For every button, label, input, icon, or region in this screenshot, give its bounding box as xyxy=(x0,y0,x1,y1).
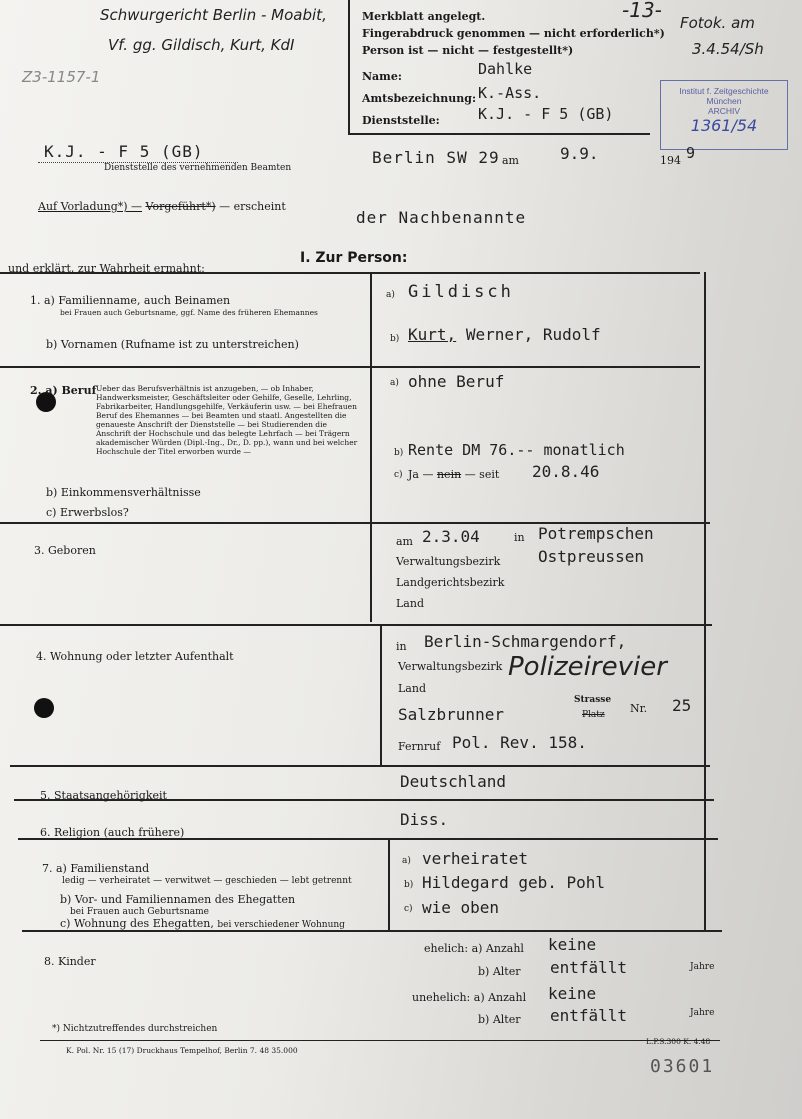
column-rule xyxy=(388,838,390,930)
fernruf-value: Pol. Rev. 158. xyxy=(452,733,587,752)
geboren-in-label: in xyxy=(514,531,525,544)
dienststelle-value: K.J. - F 5 (GB) xyxy=(478,105,614,123)
jahre1-label: Jahre xyxy=(690,962,715,972)
stamp-line1: Institut f. Zeitgeschichte xyxy=(679,86,769,96)
rule xyxy=(0,366,700,368)
hand-note-line2: Vf. gg. Gildisch, Kurt, KdI xyxy=(108,36,295,54)
jahre2-label: Jahre xyxy=(690,1008,715,1018)
s2-c-marker: c) xyxy=(394,470,403,480)
s1-label-b: b) Vornamen (Rufname ist zu unterstreichen) xyxy=(46,338,299,351)
s2-b-marker: b) xyxy=(394,448,404,458)
ehelich-anzahl-value: keine xyxy=(548,935,597,954)
s4-label: 4. Wohnung oder letzter Aufenthalt xyxy=(36,650,234,663)
right-rule xyxy=(704,272,706,932)
name-label: Name: xyxy=(362,70,402,83)
staatsangehoerigkeit-value: Deutschland xyxy=(400,772,506,791)
s7-sub-a: ledig — verheiratet — verwitwet — geschieden — lebt getrennt xyxy=(62,876,352,886)
unehelich-anzahl-value: keine xyxy=(548,984,597,1003)
foto-note-line1: Fotok. am xyxy=(680,14,755,32)
s1-label-a: 1. a) Familienname, auch Beinamen xyxy=(30,294,231,307)
s4-verw-label: Verwaltungsbezirk xyxy=(398,660,503,673)
beruf-value: ohne Beruf xyxy=(408,372,505,391)
nachbenannte-text: der Nachbenannte xyxy=(356,208,527,227)
s7-sub-b: bei Frauen auch Geburtsname xyxy=(70,907,210,917)
ehegatte-value: Hildegard geb. Pohl xyxy=(422,873,606,892)
s2-a-marker: a) xyxy=(390,378,399,388)
rule xyxy=(0,624,712,626)
platz-label: Platz xyxy=(582,710,605,720)
dienststelle-code: K.J. - F 5 (GB) xyxy=(44,142,204,161)
vornamen-value xyxy=(408,325,601,344)
s7-label-c-main: c) Wohnung des Ehegatten, xyxy=(60,917,214,930)
erklaert-text: und erklärt, zur Wahrheit ermahnt: xyxy=(8,262,205,275)
fingerabdruck-text: Fingerabdruck genommen — nicht erforderlich*) xyxy=(362,27,665,40)
strasse-label: Strasse xyxy=(574,695,612,705)
s8-label: 8. Kinder xyxy=(44,955,96,968)
rule xyxy=(22,930,722,932)
rufname: Kurt, xyxy=(408,325,457,344)
footer-code: L.P.S.300 K. 4.48 xyxy=(646,1037,711,1046)
s1-b-marker: b) xyxy=(390,334,400,344)
s4-in-label: in xyxy=(396,640,407,653)
hand-note-line1: Schwurgericht Berlin - Moabit, xyxy=(100,6,327,24)
s7-label-b: b) Vor- und Familiennamen des Ehegatten xyxy=(60,893,296,906)
familienstand-value: verheiratet xyxy=(422,849,528,868)
amtsbezeichnung-label: Amtsbezeichnung: xyxy=(362,92,477,105)
geboren-am-label: am xyxy=(396,535,413,548)
geburt-bezirk-value: Ostpreussen xyxy=(538,547,644,566)
s7-c-marker: c) xyxy=(404,904,413,914)
polizeirevier-value: Polizeirevier xyxy=(508,652,667,682)
section-title: I. Zur Person: xyxy=(300,250,408,266)
nein-label: nein xyxy=(436,468,462,481)
geburtsdatum-value: 2.3.04 xyxy=(422,527,480,546)
s7-sub-c: bei verschiedener Wohnung xyxy=(217,920,345,930)
stamp-line3: ARCHIV xyxy=(707,106,741,116)
ja-label: Ja — xyxy=(408,468,434,481)
alter2-value: entfällt xyxy=(550,1006,628,1025)
person-text: Person ist — nicht — festgestellt*) xyxy=(362,44,574,57)
archive-number: Z3-1157-1 xyxy=(22,68,101,86)
rule xyxy=(0,272,700,274)
s2-label: 2. a) Beruf xyxy=(30,384,97,397)
s2-label-b: b) Einkommensverhältnisse xyxy=(46,486,201,499)
s6-label: 6. Religion (auch frühere) xyxy=(40,826,185,839)
year-prefix: 194 xyxy=(660,154,681,167)
stamp-number: 1361/54 xyxy=(690,116,758,135)
hausnummer-value: 25 xyxy=(672,696,692,715)
s3-label: 3. Geboren xyxy=(34,544,96,557)
archive-stamp xyxy=(660,80,788,150)
footer-rule xyxy=(40,1040,720,1041)
date-value: 9.9. xyxy=(560,144,599,163)
s7-label-c xyxy=(60,917,345,930)
unehelich-label: unehelich: a) Anzahl xyxy=(412,991,527,1004)
alter1-label: b) Alter xyxy=(478,965,521,978)
rule xyxy=(10,765,710,767)
column-rule xyxy=(380,624,382,765)
erscheint-label: — erscheint xyxy=(219,200,286,213)
ehegatte-wohnung-value: wie oben xyxy=(422,898,500,917)
vorladung-text xyxy=(38,200,286,213)
stamp-line2: München xyxy=(706,96,742,106)
merkblatt-text: Merkblatt angelegt. xyxy=(362,10,486,23)
nr-label: Nr. xyxy=(630,702,648,715)
erwerbslos-date: 20.8.46 xyxy=(532,462,600,481)
s3-landg-label: Landgerichtsbezirk xyxy=(396,576,505,589)
s1-a-marker: a) xyxy=(386,290,395,300)
place-value: Berlin SW 29 xyxy=(372,148,500,167)
wohnort-value: Berlin-Schmargendorf, xyxy=(424,632,627,651)
vorgefuehrt-label: Vorgeführt*) xyxy=(145,200,216,213)
s2-instructions: Ueber das Berufsverhältnis ist anzugeben, — ob Inhaber, Handwerksmeister, Geschäftsleiter oder Gehilfe, Geselle, Lehrling, Fabrikarbeiter, Handlungsgehilfe, Verkäuferin usw. — bei Ehefrauen Beruf des Ehemannes — bei Beamten und staatl. Angestellten die genaueste Anschrift der Dienststelle — bei Studierenden die Anschrift der Hochschule und das belegte Lehrfach — bei Trägern akademischer Würden (Dipl.-Ing., Dr., D. pp.), wann und bei welcher Hochschule der Titel erworben wurde — xyxy=(96,384,358,456)
footer-note: *) Nichtzutreffendes durchstreichen xyxy=(52,1024,218,1034)
s3-verw-label: Verwaltungsbezirk xyxy=(396,555,501,568)
s4-land-label: Land xyxy=(398,682,426,695)
s7-a-marker: a) xyxy=(402,856,411,866)
geburtsort-value: Potrempschen xyxy=(538,524,654,543)
name-value: Dahlke xyxy=(478,60,533,78)
s7-b-marker: b) xyxy=(404,880,414,890)
dienststelle-caption: Dienststelle des vernehmenden Beamten xyxy=(104,163,292,173)
strasse-value: Salzbrunner xyxy=(398,705,504,724)
vornamen-rest: Werner, Rudolf xyxy=(465,325,601,344)
einkommen-value: Rente DM 76.-- monatlich xyxy=(408,441,625,459)
s7-label-a: 7. a) Familienstand xyxy=(42,862,150,875)
footer-number: 03601 xyxy=(650,1056,715,1077)
page-mark: -13- xyxy=(622,0,662,22)
s5-label: 5. Staatsangehörigkeit xyxy=(40,789,167,802)
amtsbezeichnung-value: K.-Ass. xyxy=(478,84,542,102)
religion-value: Diss. xyxy=(400,810,449,829)
s1-sub-a: bei Frauen auch Geburtsname, ggf. Name des früheren Ehemannes xyxy=(60,308,318,317)
alter1-value: entfällt xyxy=(550,958,628,977)
s2-label-c: c) Erwerbslos? xyxy=(46,506,129,519)
seit-label: — seit xyxy=(464,468,500,481)
fernruf-label: Fernruf xyxy=(398,740,441,753)
foto-note-line2: 3.4.54/Sh xyxy=(692,40,764,58)
familienname-value: Gildisch xyxy=(408,282,514,302)
alter2-label: b) Alter xyxy=(478,1013,521,1026)
year-digit: 9 xyxy=(686,144,696,162)
dienststelle-label: Dienststelle: xyxy=(362,114,440,127)
footer-print: K. Pol. Nr. 15 (17) Druckhaus Tempelhof, Berlin 7. 48 35.000 xyxy=(66,1046,298,1055)
ehelich-label: ehelich: a) Anzahl xyxy=(424,942,524,955)
punch-hole xyxy=(34,698,54,718)
s3-land-label: Land xyxy=(396,597,424,610)
vorladung-label: Auf Vorladung*) — xyxy=(38,200,143,213)
column-rule xyxy=(370,272,372,622)
erwerbslos-line xyxy=(408,468,499,481)
am-label: am xyxy=(502,154,519,167)
